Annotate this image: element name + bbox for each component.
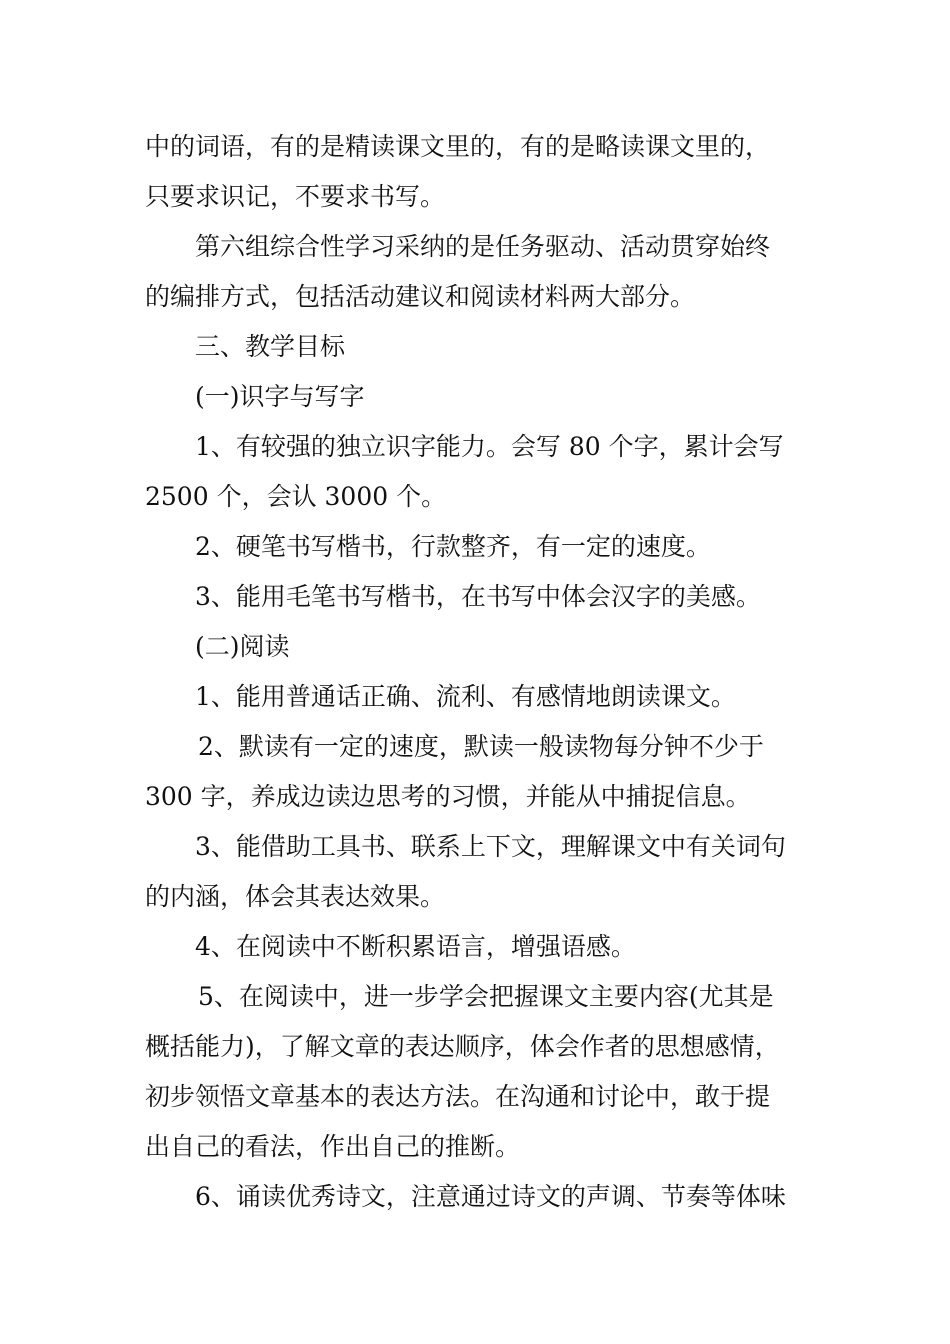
text-line: 的编排方式，包括活动建议和阅读材料两大部分。 xyxy=(145,282,696,311)
text-line: 2500 个，会认 3000 个。 xyxy=(145,482,447,511)
list-item: 1、有较强的独立识字能力。会写 80 个字，累计会写 xyxy=(195,432,784,461)
list-item: 5、在阅读中，进一步学会把握课文主要内容(尤其是 xyxy=(198,982,774,1011)
subsection-heading: (二)阅读 xyxy=(195,632,290,661)
text-line: 概括能力)，了解文章的表达顺序，体会作者的思想感情， xyxy=(145,1032,780,1061)
subsection-heading: (一)识字与写字 xyxy=(195,382,365,411)
list-item: 4、在阅读中不断积累语言，增强语感。 xyxy=(195,932,636,961)
list-item: 3、能借助工具书、联系上下文，理解课文中有关词句 xyxy=(195,832,786,861)
list-item: 3、能用毛笔书写楷书，在书写中体会汉字的美感。 xyxy=(195,582,761,611)
paragraph-first-line: 第六组综合性学习采纳的是任务驱动、活动贯穿始终 xyxy=(195,232,771,261)
list-item: 1、能用普通话正确、流利、有感情地朗读课文。 xyxy=(195,682,736,711)
text-line: 300 字，养成边读边思考的习惯，并能从中捕捉信息。 xyxy=(145,782,751,811)
text-line: 的内涵，体会其表达效果。 xyxy=(145,882,446,911)
list-item: 2、默读有一定的速度，默读一般读物每分钟不少于 xyxy=(198,732,764,761)
list-item: 6、诵读优秀诗文，注意通过诗文的声调、节奏等体味 xyxy=(195,1182,786,1211)
section-heading: 三、教学目标 xyxy=(195,332,346,361)
text-line: 出自己的看法，作出自己的推断。 xyxy=(145,1132,521,1161)
text-line: 初步领悟文章基本的表达方法。在沟通和讨论中，敢于提 xyxy=(145,1082,771,1111)
text-line: 中的词语，有的是精读课文里的，有的是略读课文里的， xyxy=(145,132,771,161)
list-item: 2、硬笔书写楷书，行款整齐，有一定的速度。 xyxy=(195,532,711,561)
text-line: 只要求识记，不要求书写。 xyxy=(145,182,446,211)
